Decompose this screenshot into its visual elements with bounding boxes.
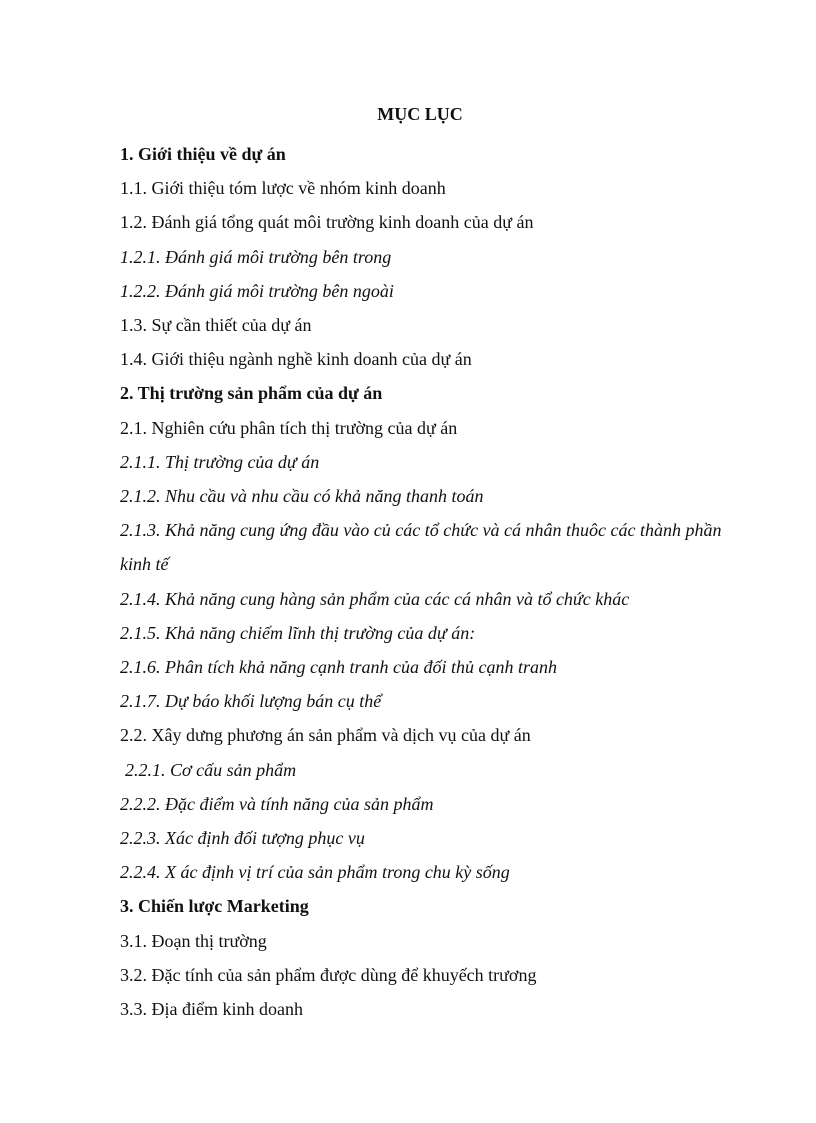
toc-entry-level-2: 1.2. Đánh giá tổng quát môi trường kinh doanh của dự án [120, 212, 534, 233]
toc-entry-level-3: 2.1.6. Phân tích khả năng cạnh tranh của đối thủ cạnh tranh [120, 657, 557, 678]
toc-entry-level-2: 1.3. Sự cần thiết của dự án [120, 315, 312, 336]
toc-entry-level-3: 2.1.3. Khả năng cung ứng đầu vào củ các tổ chức và cá nhân thuôc các thành phần kinh tế [120, 520, 722, 575]
toc-entry-level-2: 1.4. Giới thiệu ngành nghề kinh doanh của dự án [120, 349, 472, 370]
toc-entry-level-1: 1. Giới thiệu về dự án [120, 144, 286, 164]
toc-entry-level-3: 1.2.1. Đánh giá môi trường bên trong [120, 246, 392, 267]
toc-entry-level-3: 2.1.1. Thị trường của dự án [120, 451, 320, 472]
table-of-contents [120, 137, 730, 1026]
toc-entry-level-1: 3. Chiến lược Marketing [120, 896, 309, 917]
toc-entry-level-2: 1.1. Giới thiệu tóm lược về nhóm kinh doanh [120, 178, 446, 199]
toc-entry-level-2: 2.2. Xây dưng phương án sản phẩm và dịch vụ của dự án [120, 725, 531, 746]
page-title: MỤC LỤC [377, 104, 463, 124]
toc-entry-level-3: 2.2.1. Cơ cấu sản phẩm [125, 759, 297, 780]
toc-entry-level-3: 1.2.2. Đánh giá môi trường bên ngoài [120, 280, 394, 301]
toc-entry-level-3: 2.2.3. Xác định đối tượng phục vụ [120, 828, 365, 849]
toc-entry-level-2: 3.1. Đoạn thị trường [120, 930, 267, 951]
toc-entry-level-2: 2.1. Nghiên cứu phân tích thị trường của dự án [120, 417, 458, 438]
toc-entry-level-3: 2.1.4. Khả năng cung hàng sản phẩm của các cá nhân và tổ chức khác [120, 588, 630, 609]
toc-entry-level-3: 2.1.2. Nhu cầu và nhu cầu có khả năng thanh toán [120, 486, 484, 507]
toc-entry-level-1: 2. Thị trường sản phẩm của dự án [120, 383, 383, 404]
toc-entry-level-3: 2.2.2. Đặc điểm và tính năng của sản phẩm [120, 793, 434, 814]
toc-entry-level-3: 2.2.4. X ác định vị trí của sản phẩm trong chu kỳ sống [120, 862, 510, 883]
toc-entry-level-3: 2.1.7. Dự báo khối lượng bán cụ thể [120, 691, 382, 712]
toc-entry-level-3: 2.1.5. Khả năng chiếm lĩnh thị trường của dự án: [120, 622, 476, 643]
toc-entry-level-2: 3.3. Địa điểm kinh doanh [120, 999, 303, 1020]
toc-entry-level-2: 3.2. Đặc tính của sản phẩm được dùng để khuyếch trương [120, 964, 537, 985]
